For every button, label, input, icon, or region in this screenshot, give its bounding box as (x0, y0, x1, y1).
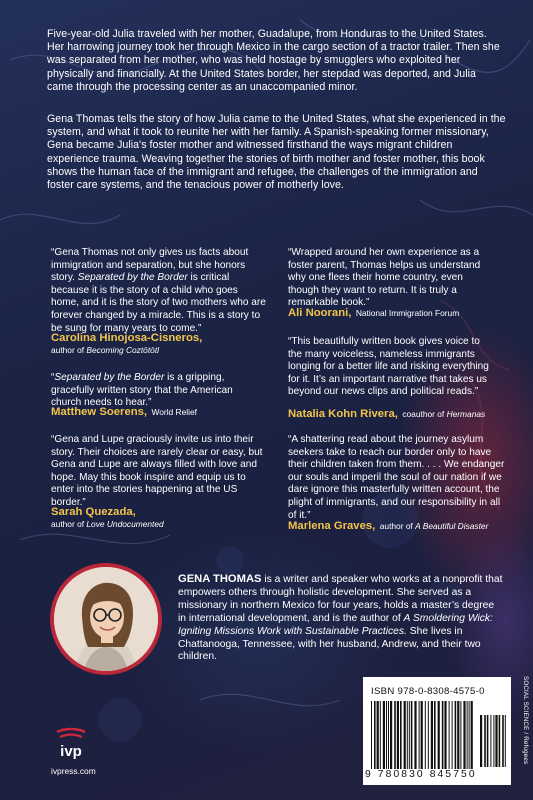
barcode-bar (444, 701, 446, 769)
endorsement-attribution: Marlena Graves, author of A Beautiful Disaster (288, 520, 489, 532)
endorsement-quote: “Gena and Lupe graciously invite us into their story. Their choices are rarely clear or easy, but Gena and Lupe are always filled with love and hope. May this book inspire and equip us to enter into the stories happening at the US border.” (51, 434, 263, 508)
endorser-name: Marlena Graves, (288, 520, 376, 532)
barcode-bar (409, 701, 410, 769)
barcode-bar (377, 701, 379, 769)
barcode-bar (499, 715, 501, 767)
barcode-bar (502, 715, 504, 767)
endorser-name: Matthew Soerens, (51, 406, 148, 418)
barcode-bar (397, 701, 399, 769)
barcode-bar (457, 701, 459, 769)
barcode-bar (484, 715, 486, 767)
endorsement-attribution: Natalia Kohn Rivera, coauthor of Hermanas (288, 408, 486, 420)
barcode-bar (400, 701, 402, 769)
barcode-bar (505, 715, 506, 767)
barcode-bar (407, 701, 408, 769)
publisher-url: ivpress.com (51, 766, 96, 776)
barcode-bar (480, 715, 482, 767)
endorser-name: Carolina Hinojosa-Cisneros, (51, 332, 203, 344)
barcode-bar (419, 701, 420, 769)
barcode-bar (438, 701, 440, 769)
endorsement-quote: “A shattering read about the journey asylum seekers take to reach our border only to have their children taken from them. . . . We endanger our souls and imperil the soul of our nation if we dare ignore this masterfully written account, the plight of immigrants, and our responsibility in all of it.” (288, 434, 505, 521)
barcode-bar (452, 701, 453, 769)
endorsement-quote: “Separated by the Border is a gripping, gracefully written story that the American church needs to hear.” (51, 372, 233, 409)
synopsis-paragraph-1: Five-year-old Julia traveled with her mother, Guadalupe, from Honduras to the United States. Her harrowing journey took her through Mexico in the cargo section of a tractor trailer. Then she was separated from her mother, who was held hostage by smugglers who exploited her physically and financially. At the United States border, her stepdad was deported, and Julia came through the processing center as an unaccompanied minor. (47, 28, 500, 93)
endorsement-quote: “Gena Thomas not only gives us facts about immigration and separation, but she honors story. Separated by the Border is critical because it is the story of a child who goes home, and it is the story of two mothers who are forever changed by a miracle. This is a story to be sung for many years to come.” (51, 247, 266, 334)
barcode-bar (383, 701, 385, 769)
barcode-bar (411, 701, 413, 769)
barcode-bar (431, 701, 433, 769)
barcode-bar (421, 701, 423, 769)
endorsement-quote: “This beautifully written book gives voice to the many voiceless, nameless immigrants longing for a better life and risking everything for it. It’s an important narrative that takes us beyond our news clips and political reads.” (288, 336, 489, 398)
barcode-bar (471, 701, 473, 769)
barcode-bar (371, 701, 372, 769)
author-bio: GENA THOMAS is a writer and speaker who works at a nonprofit that empowers others through holistic development. She served as a missionary in northern Mexico for four years, holds a master’s degree in international development, and is the author of A Smoldering Wick: Igniting Missions Work with Sustainable Practices. She lives in Chattanooga, Tennessee, with her husband, Andrew, and their two children. (178, 573, 503, 663)
barcode-bar (390, 701, 392, 769)
isbn-barcode (363, 677, 511, 785)
barcode-bar (460, 701, 461, 769)
ean-barcode-bars (371, 701, 475, 769)
endorsement-quote: “Wrapped around her own experience as a foster parent, Thomas helps us understand why one flees their home country, even though they want to return. It is truly a remarkable book.” (288, 247, 481, 309)
barcode-bar (394, 701, 396, 769)
author-name: GENA THOMAS (178, 573, 262, 585)
barcode-bar (487, 715, 489, 767)
barcode-bar (463, 701, 465, 769)
endorser-name: Sarah Quezada, (51, 506, 136, 518)
barcode-bar (495, 715, 497, 767)
synopsis-paragraph-2: Gena Thomas tells the story of how Julia came to the United States, what she experienced in the system, and what it took to reunite her with her family. A Spanish-speaking former missionary, Gena became Julia's foster mother and witnessed firsthand the ways migrant children experience trauma. Weaving together the stories of birth mother and foster mother, this book shows the human face of the immigrant and refugee, the challenges of the immigration and foster care systems, and the tenacious power of motherly love. (47, 113, 506, 192)
barcode-bar (455, 701, 457, 769)
barcode-digits: 9 780830 845750 (365, 769, 477, 780)
ivp-logo-icon (51, 724, 91, 764)
barcode-bar (469, 701, 470, 769)
barcode-bar (442, 701, 444, 769)
author-portrait-illustration (54, 567, 158, 671)
category-label: SOCIAL SCIENCE / Refugees (522, 676, 529, 765)
barcode-bar (388, 701, 389, 769)
endorsement-attribution: Sarah Quezada, author of Love Undocumented (51, 506, 164, 529)
author-photo (54, 567, 158, 671)
isbn-number: ISBN 978-0-8308-4575-0 (371, 686, 485, 697)
barcode-bar (449, 701, 450, 769)
ivp-logo-text: ivp (60, 743, 82, 760)
endorsement-attribution: Carolina Hinojosa-Cisneros, author of Becoming Coztōtōtl (51, 332, 203, 355)
barcode-bar (374, 701, 376, 769)
endorser-name: Ali Noorani, (288, 307, 352, 319)
endorsement-attribution: Ali Noorani, National Immigration Forum (288, 307, 460, 319)
barcode-bar (404, 701, 406, 769)
barcode-bar (386, 701, 387, 769)
barcode-bar (493, 715, 494, 767)
endorser-name: Natalia Kohn Rivera, (288, 408, 398, 420)
barcode-bar (434, 701, 436, 769)
barcode-bar (414, 701, 416, 769)
barcode-bar (467, 701, 468, 769)
price-addon-bars (480, 715, 506, 767)
endorsement-attribution: Matthew Soerens, World Relief (51, 406, 197, 418)
barcode-bar (428, 701, 429, 769)
barcode-bar (490, 715, 491, 767)
barcode-bar (425, 701, 426, 769)
barcode-bar (380, 701, 381, 769)
